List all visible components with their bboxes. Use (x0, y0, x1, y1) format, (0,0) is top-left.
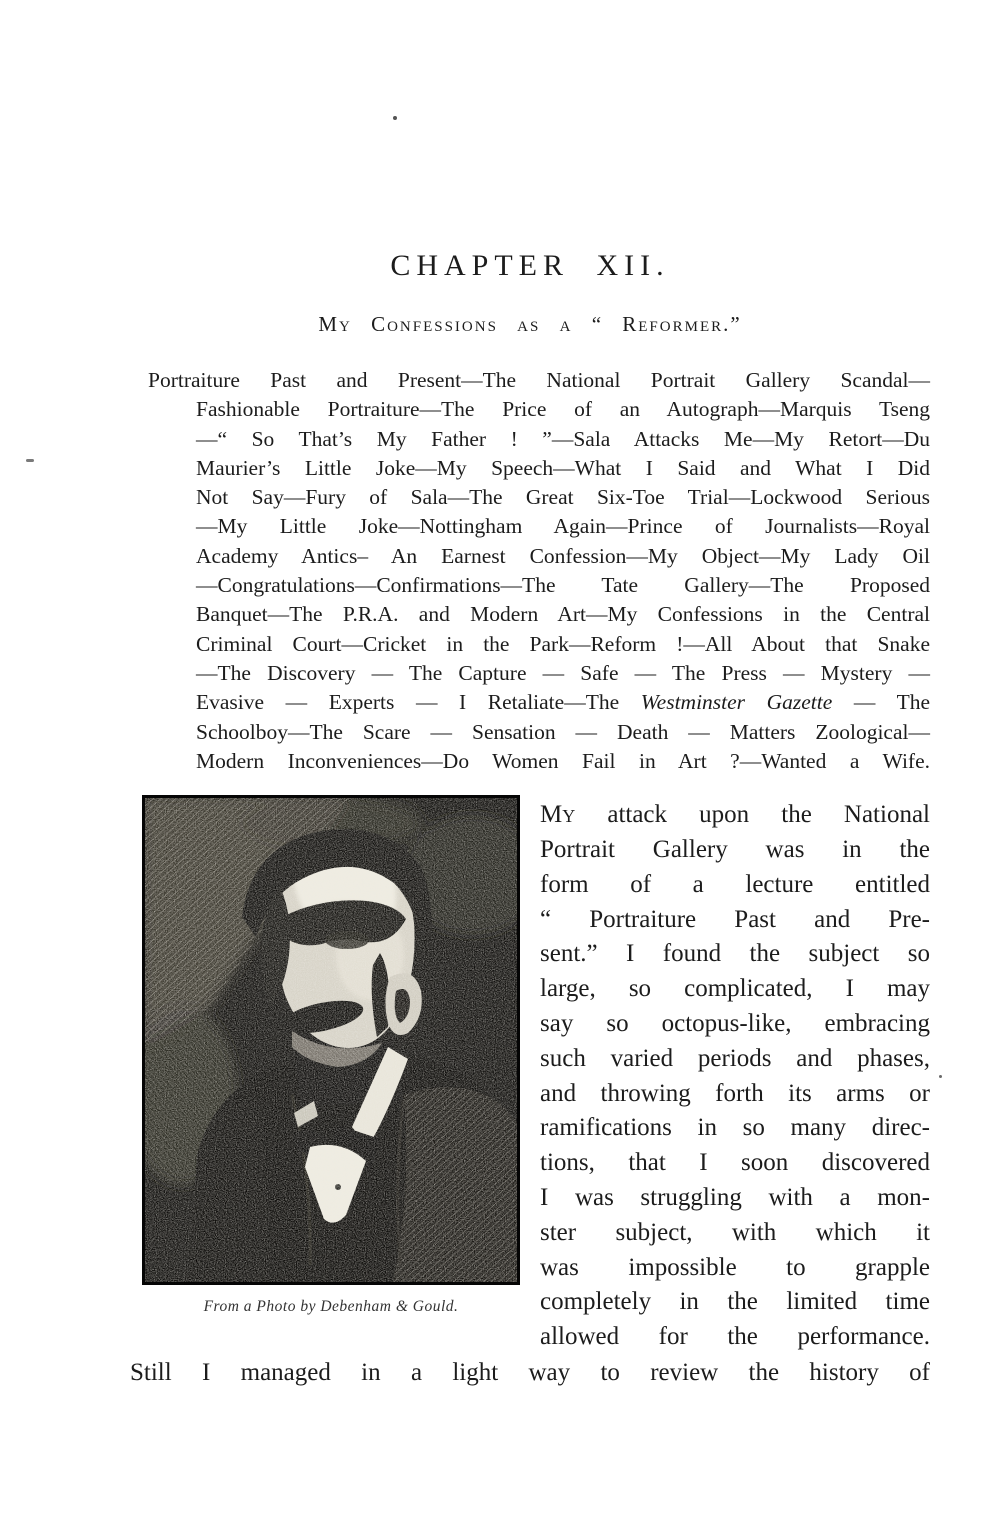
summary-line: Maurier’s Little Joke—My Speech—What I Said and What I Did (196, 455, 930, 480)
body-text: attack upon the National (575, 801, 930, 829)
chapter-subtitle: My Confessions as a “ Reformer.” (318, 312, 742, 336)
figure-caption: From a Photo by Debenham & Gould. (203, 1298, 459, 1316)
summary-line: —My Little Joke—Nottingham Again—Prince of Journalists—Royal (196, 514, 930, 539)
body-text-column (540, 795, 930, 1355)
body-line: ramifications in so many direc- (540, 1114, 930, 1142)
lead-smallcaps: My (540, 801, 576, 829)
body-line: allowed for the performance. (540, 1323, 930, 1351)
summary-line: —The Discovery — The Capture — Safe — The Press — Mystery — (196, 660, 930, 685)
summary-line: Academy Antics– An Earnest Confession—My Object—My Lady Oil (196, 543, 930, 568)
body-line: was impossible to grapple (540, 1253, 930, 1281)
summary-line: Portraiture Past and Present—The National Portrait Gallery Scandal— (148, 368, 930, 392)
summary-line (148, 688, 930, 717)
portrait-figure (130, 795, 540, 1355)
body-line-full-width: Still I managed in a light way to review the history of (130, 1358, 930, 1386)
body-line: completely in the limited time (540, 1288, 930, 1316)
summary-text: Evasive — Experts — I Retaliate—The (196, 690, 641, 715)
scan-artifact-dot (939, 1075, 942, 1078)
page-content (130, 0, 930, 1391)
summary-line: Fashionable Portraiture—The Price of an Autograph—Marquis Tseng (196, 397, 930, 422)
summary-text: — The (832, 690, 930, 715)
body-line: sent.” I found the subject so (540, 940, 930, 968)
summary-line: Schoolboy—The Scare — Sensation — Death — Matters Zoological— (196, 719, 930, 744)
italic-publication-name: Westminster Gazette (640, 690, 833, 715)
body-line: form of a lecture entitled (540, 870, 930, 898)
body-line: say so octopus-like, embracing (540, 1009, 930, 1037)
body-line: such varied periods and phases, (540, 1044, 930, 1072)
body-line: ster subject, with which it (540, 1218, 930, 1246)
chapter-heading: CHAPTER XII. (390, 249, 670, 282)
summary-line: Banquet—The P.R.A. and Modern Art—My Confessions in the Central (196, 602, 930, 627)
scan-artifact-mark (26, 459, 34, 462)
body-line: and throwing forth its arms or (540, 1079, 930, 1107)
body-line: “ Portraiture Past and Pre- (540, 905, 930, 933)
summary-line: Not Say—Fury of Sala—The Great Six-Toe Trial—Lockwood Serious (196, 485, 930, 510)
body-line: Portrait Gallery was in the (540, 835, 930, 863)
body-line: tions, that I soon discovered (540, 1149, 930, 1177)
summary-line: —“ So That’s My Father ! ”—Sala Attacks Me—My Retort—Du (196, 426, 930, 451)
figure-and-text-section (130, 795, 930, 1355)
body-line: I was struggling with a mon- (540, 1183, 930, 1211)
summary-line: Criminal Court—Cricket in the Park—Reform !—All About that Snake (196, 631, 930, 656)
portrait-engraving (142, 795, 520, 1285)
summary-line: —Congratulations—Confirmations—The Tate Gallery—The Proposed (196, 573, 930, 598)
body-line: large, so complicated, I may (540, 975, 930, 1003)
body-line (540, 798, 930, 833)
summary-line: Modern Inconveniences—Do Women Fail in Art ?—Wanted a Wife. (196, 748, 930, 773)
chapter-summary (148, 366, 930, 776)
